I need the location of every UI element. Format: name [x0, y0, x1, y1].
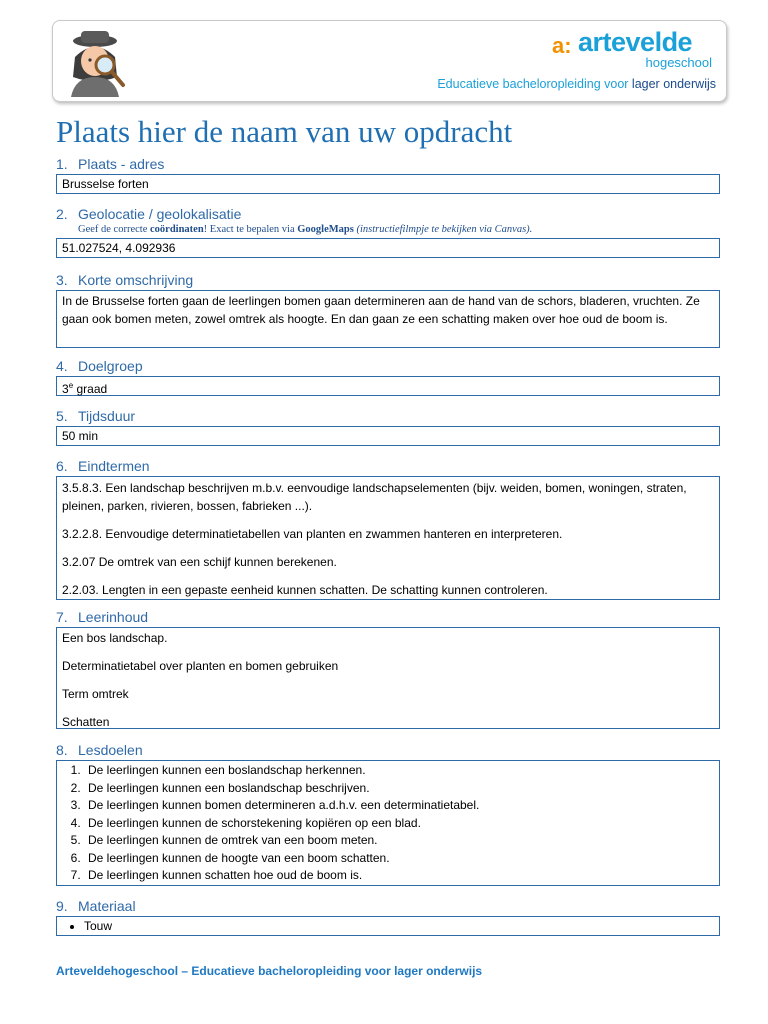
geolocatie-value: 51.027524, 4.092936	[62, 241, 176, 255]
lesdoel-item: 6. De leerlingen kunnen de hoogte van een boom schatten.	[84, 850, 714, 868]
lesdoelen-list	[62, 762, 714, 885]
section-number: 4.	[56, 358, 68, 374]
section-label: Leerinhoud	[78, 609, 149, 625]
section-materiaal	[56, 898, 720, 936]
section-label: Tijdsduur	[78, 408, 136, 424]
doelgroep-rest: graad	[73, 382, 108, 396]
lesdoelen-field[interactable]	[56, 760, 720, 886]
section-label: Eindtermen	[78, 458, 150, 474]
section-number: 7.	[56, 609, 68, 625]
materiaal-list	[62, 917, 714, 935]
section-heading	[56, 156, 720, 174]
hint-text: ! Exact te bepalen via	[203, 224, 298, 235]
section-heading	[56, 742, 720, 760]
eindterm-item: 3.5.8.3. Een landschap beschrijven m.b.v. eenvoudige landschapselementen (bijv. weiden, bomen, woningen, straten, pleinen, parken, rivieren, bossen, fabrieken ...).	[62, 481, 687, 513]
leerinhoud-item: Een bos landschap.	[62, 631, 168, 645]
section-lesdoelen	[56, 742, 720, 886]
header-tagline	[437, 77, 716, 91]
section-number: 6.	[56, 458, 68, 474]
section-leerinhoud	[56, 609, 720, 729]
section-number: 5.	[56, 408, 68, 424]
section-heading	[56, 458, 720, 476]
section-doelgroep	[56, 358, 720, 396]
section-heading	[56, 609, 720, 627]
section-heading	[56, 272, 720, 290]
geolocatie-field[interactable]	[56, 238, 720, 258]
section-geolocatie	[56, 206, 720, 258]
plaats-field[interactable]	[56, 174, 720, 194]
logo-mark: a:	[552, 33, 572, 58]
section-label: Materiaal	[78, 898, 136, 914]
section-label: Lesdoelen	[78, 742, 143, 758]
doelgroep-superscript: e	[68, 381, 74, 390]
materiaal-item: • Touw	[84, 917, 714, 935]
section-eindtermen	[56, 458, 720, 600]
doelgroep-value	[62, 377, 714, 398]
tagline-prefix: Educatieve bacheloropleiding voor	[437, 77, 632, 91]
logo-name: artevelde	[578, 27, 693, 57]
hint-bold: GoogleMaps	[297, 224, 354, 235]
section-number: 3.	[56, 272, 68, 288]
doelgroep-field[interactable]	[56, 376, 720, 396]
section-number: 9.	[56, 898, 68, 914]
section-plaats	[56, 156, 720, 194]
section-heading	[56, 898, 720, 916]
hint-bold: coördinaten	[150, 224, 204, 235]
section-label: Geolocatie / geolokalisatie	[78, 206, 242, 222]
plaats-value: Brusselse forten	[62, 177, 149, 191]
eindterm-item: 3.2.2.8. Eenvoudige determinatietabellen van planten en zwammen hanteren en interpreteren.	[62, 527, 563, 541]
section-label: Korte omschrijving	[78, 272, 194, 288]
section-heading	[56, 408, 720, 426]
lesdoel-item: 3. De leerlingen kunnen bomen determineren a.d.h.v. een determinatietabel.	[84, 797, 714, 815]
leerinhoud-item: Term omtrek	[62, 687, 129, 701]
header-banner	[52, 20, 727, 102]
tijdsduur-value: 50 min	[62, 429, 99, 443]
page-title: Plaats hier de naam van uw opdracht	[56, 114, 513, 149]
eindtermen-field[interactable]	[56, 476, 720, 600]
section-tijdsduur	[56, 408, 720, 446]
omschrijving-field[interactable]	[56, 290, 720, 348]
doelgroep-number: 3	[62, 382, 69, 396]
hint-italic: (instructiefilmpje te bekijken via Canvas).	[353, 224, 533, 235]
section-heading	[56, 206, 720, 224]
section-number: 8.	[56, 742, 68, 758]
hint-text: Geef de correcte	[78, 224, 150, 235]
lesdoel-item: 2. De leerlingen kunnen een boslandschap beschrijven.	[84, 780, 714, 798]
tagline-suffix: lager onderwijs	[631, 77, 716, 91]
logo-sub: hogeschool	[645, 55, 712, 70]
section-number: 1.	[56, 156, 68, 172]
geolocatie-hint	[78, 224, 720, 238]
section-omschrijving	[56, 272, 720, 348]
page-footer: Arteveldehogeschool – Educatieve bacheloropleiding voor lager onderwijs	[56, 964, 483, 978]
leerinhoud-item: Determinatietabel over planten en bomen gebruiken	[62, 659, 339, 673]
eindterm-item: 3.2.07 De omtrek van een schijf kunnen berekenen.	[62, 555, 337, 569]
leerinhoud-item: Schatten	[62, 715, 110, 729]
detective-icon	[65, 27, 131, 97]
tijdsduur-field[interactable]	[56, 426, 720, 446]
section-number: 2.	[56, 206, 68, 222]
section-label: Doelgroep	[78, 358, 143, 374]
omschrijving-value: In de Brusselse forten gaan de leerlingen bomen gaan determineren aan de hand van de schors, bladeren, vruchten. Ze gaan ook bomen meten, zowel omtrek als hoogte. En dan gaan ze een schatting maken over hoe oud de boom is.	[62, 294, 700, 326]
eindterm-item: 2.2.03. Lengten in een gepaste eenheid kunnen schatten. De schatting kunnen controleren.	[62, 583, 548, 597]
section-label: Plaats - adres	[78, 156, 165, 172]
lesdoel-item: 5. De leerlingen kunnen de omtrek van een boom meten.	[84, 832, 714, 850]
materiaal-field[interactable]	[56, 916, 720, 936]
leerinhoud-field[interactable]	[56, 627, 720, 729]
lesdoel-item: 1. De leerlingen kunnen een boslandschap herkennen.	[84, 762, 714, 780]
section-heading	[56, 358, 720, 376]
lesdoel-item: 4. De leerlingen kunnen de schorstekening kopiëren op een blad.	[84, 815, 714, 833]
lesdoel-item: 7. De leerlingen kunnen schatten hoe oud de boom is.	[84, 867, 714, 885]
artevelde-logo	[552, 27, 712, 69]
